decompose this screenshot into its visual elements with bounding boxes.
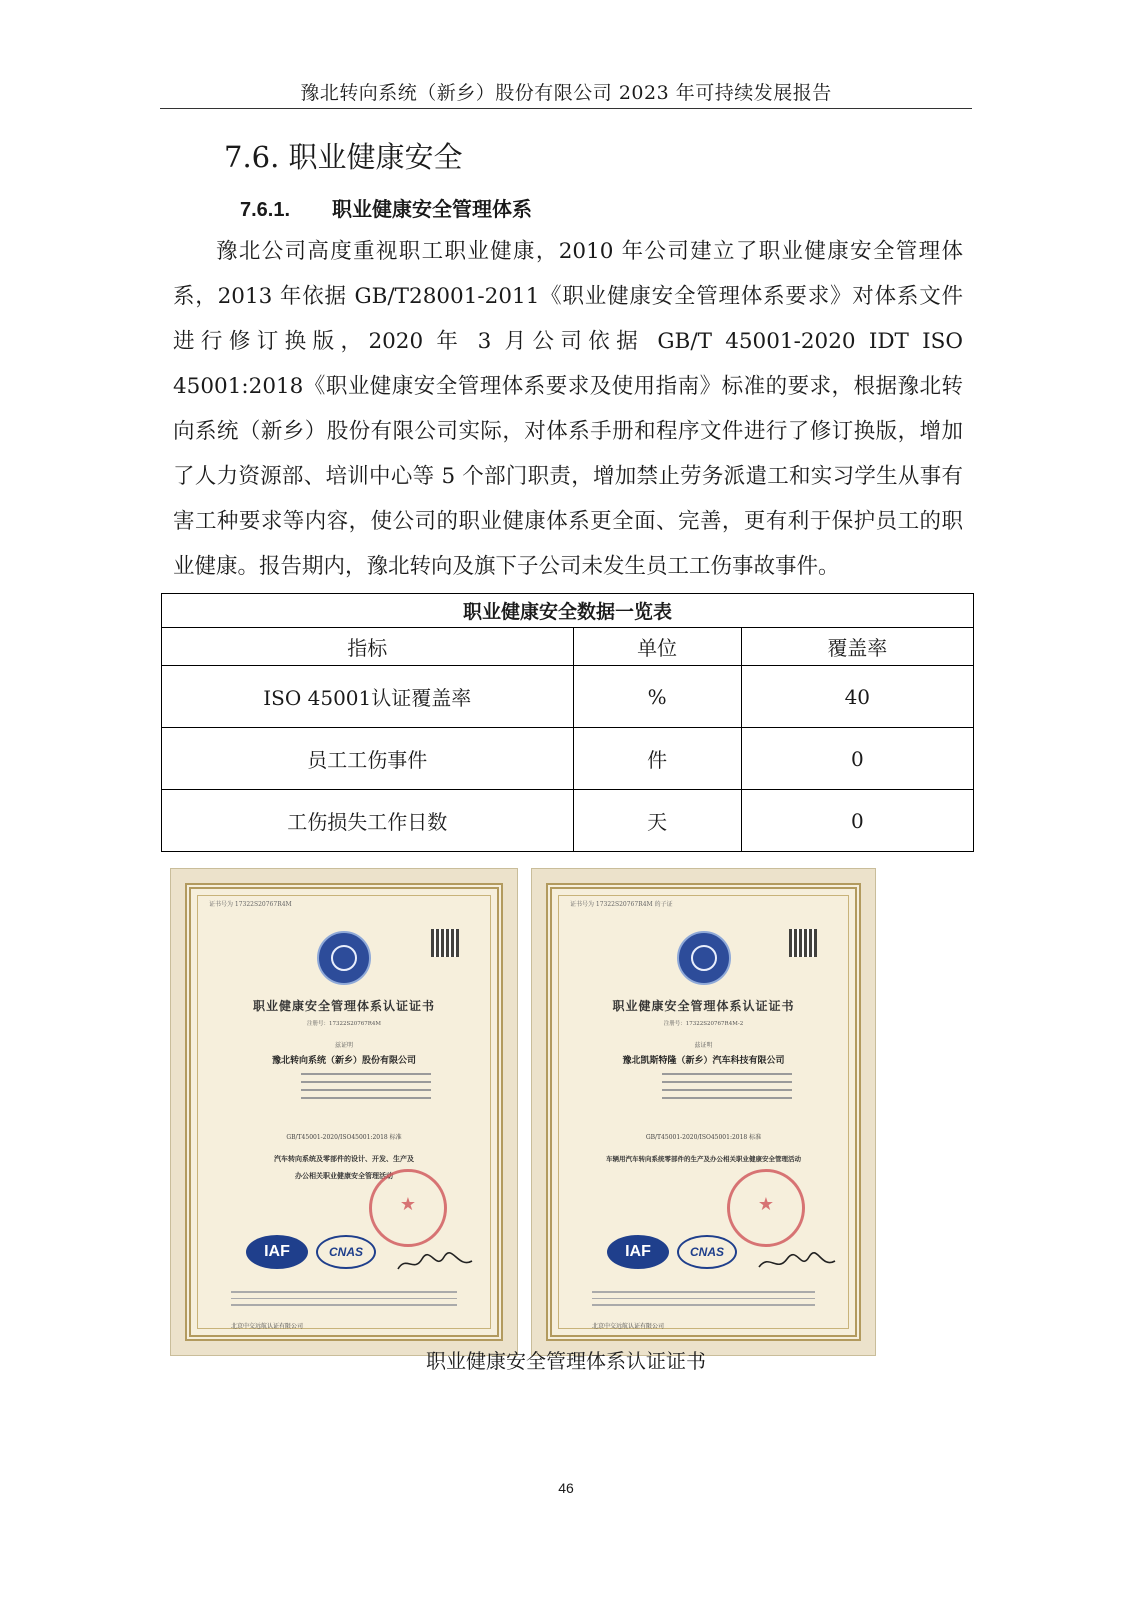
certificate-detail-lines xyxy=(301,1073,431,1105)
health-safety-table xyxy=(161,593,974,852)
certificate-image-1 xyxy=(170,868,518,1356)
page-header: 豫北转向系统（新乡）股份有限公司 2023 年可持续发展报告 xyxy=(300,82,832,104)
certificate-scope-line-1: 汽车转向系统及零部件的设计、开发、生产及 xyxy=(274,1154,414,1163)
red-seal-stamp-icon xyxy=(727,1169,805,1247)
table-row xyxy=(162,666,974,728)
table-cell: 0 xyxy=(741,790,973,852)
qr-code-icon xyxy=(431,929,459,957)
table-cell: 件 xyxy=(573,728,741,790)
table-cell: 工伤损失工作日数 xyxy=(162,790,574,852)
certificate-standard: GB/T45001-2020/ISO45001:2018 标准 xyxy=(645,1134,762,1141)
table-cell: 40 xyxy=(741,666,973,728)
certificate-number: 证书号为 17322S20767R4M xyxy=(209,901,292,908)
registration-number: 注册号：17322S20767R4M xyxy=(306,1021,382,1027)
subsection-heading xyxy=(240,193,532,222)
table-header-indicator: 指标 xyxy=(162,628,574,666)
red-seal-stamp-icon xyxy=(369,1169,447,1247)
table-title: 职业健康安全数据一览表 xyxy=(162,594,974,628)
certificate-scope-line-1: 车辆用汽车转向系统零部件的生产及办公相关职业健康安全管理活动 xyxy=(606,1155,801,1163)
certificate-frame xyxy=(185,883,503,1341)
certificate-fine-print xyxy=(231,1291,457,1311)
certificate-detail-lines xyxy=(662,1073,792,1105)
signature-icon xyxy=(396,1251,476,1275)
certificate-number: 证书号为 17322S20767R4M 的子证 xyxy=(570,901,673,908)
header-divider xyxy=(160,108,972,109)
table-header-unit: 单位 xyxy=(573,628,741,666)
certification-body-logo-icon xyxy=(317,931,371,985)
certificate-issuer: 北京中交远航认证有限公司 xyxy=(231,1323,304,1330)
certificate-company: 豫北凯斯特隆（新乡）汽车科技有限公司 xyxy=(622,1056,785,1066)
section-heading: 7.6. 职业健康安全 xyxy=(224,140,463,174)
certificate-issuer: 北京中交远航认证有限公司 xyxy=(592,1323,665,1330)
certificate-fine-print xyxy=(592,1291,815,1311)
certification-body-logo-icon xyxy=(677,931,731,985)
table-row xyxy=(162,728,974,790)
subsection-number: 7.6.1. xyxy=(240,199,291,221)
figure-caption: 职业健康安全管理体系认证证书 xyxy=(426,1349,706,1373)
certificate-frame xyxy=(546,883,861,1341)
certificate-standard: GB/T45001-2020/ISO45001:2018 标准 xyxy=(286,1134,402,1141)
table-cell: 天 xyxy=(573,790,741,852)
certificate-company: 豫北转向系统（新乡）股份有限公司 xyxy=(271,1056,416,1066)
certificate-scope-line-2: 办公相关职业健康安全管理活动 xyxy=(295,1171,393,1180)
body-paragraph: 豫北公司高度重视职工职业健康，2010 年公司建立了职业健康安全管理体系，2013 年依据 GB/T28001-2011《职业健康安全管理体系要求》对体系文件进行修订换版，2020 年 3 月公司依据 GB/T 45001-2020 IDT ISO 45001:2018《职业健康安全管理体系要求及使用指南》标准的要求，根据豫北转向系统（新乡）股份有限公司实际，对体系手册和程序文件进行了修订换版，增加了人力资源部、培训中心等 5 个部门职责，增加禁止劳务派遣工和实习学生从事有害工种要求等内容，使公司的职业健康体系更全面、完善，更有利于保护员工的职业健康。报告期内，豫北转向及旗下子公司未发生员工工伤事故事件。 xyxy=(173,239,963,579)
certificate-title: 职业健康安全管理体系认证证书 xyxy=(612,999,795,1013)
certificate-image-2 xyxy=(531,868,876,1356)
iaf-logo: IAF xyxy=(246,1235,308,1269)
certificate-prove-label: 兹证明 xyxy=(334,1042,353,1049)
table-header-coverage: 覆盖率 xyxy=(741,628,973,666)
page-number: 46 xyxy=(558,1480,574,1496)
table-row xyxy=(162,790,974,852)
cnas-logo: CNAS xyxy=(677,1235,737,1269)
iaf-logo: IAF xyxy=(607,1235,669,1269)
cnas-logo: CNAS xyxy=(316,1235,376,1269)
registration-number: 注册号：17322S20767R4M-2 xyxy=(663,1021,744,1027)
table-cell: 0 xyxy=(741,728,973,790)
certificate-title: 职业健康安全管理体系认证证书 xyxy=(252,999,435,1013)
signature-icon xyxy=(757,1251,837,1275)
table-cell: 员工工伤事件 xyxy=(162,728,574,790)
table-cell: ISO 45001认证覆盖率 xyxy=(162,666,574,728)
subsection-title: 职业健康安全管理体系 xyxy=(332,199,532,221)
table-cell: % xyxy=(573,666,741,728)
certificate-prove-label: 兹证明 xyxy=(694,1042,713,1049)
qr-code-icon xyxy=(789,929,817,957)
